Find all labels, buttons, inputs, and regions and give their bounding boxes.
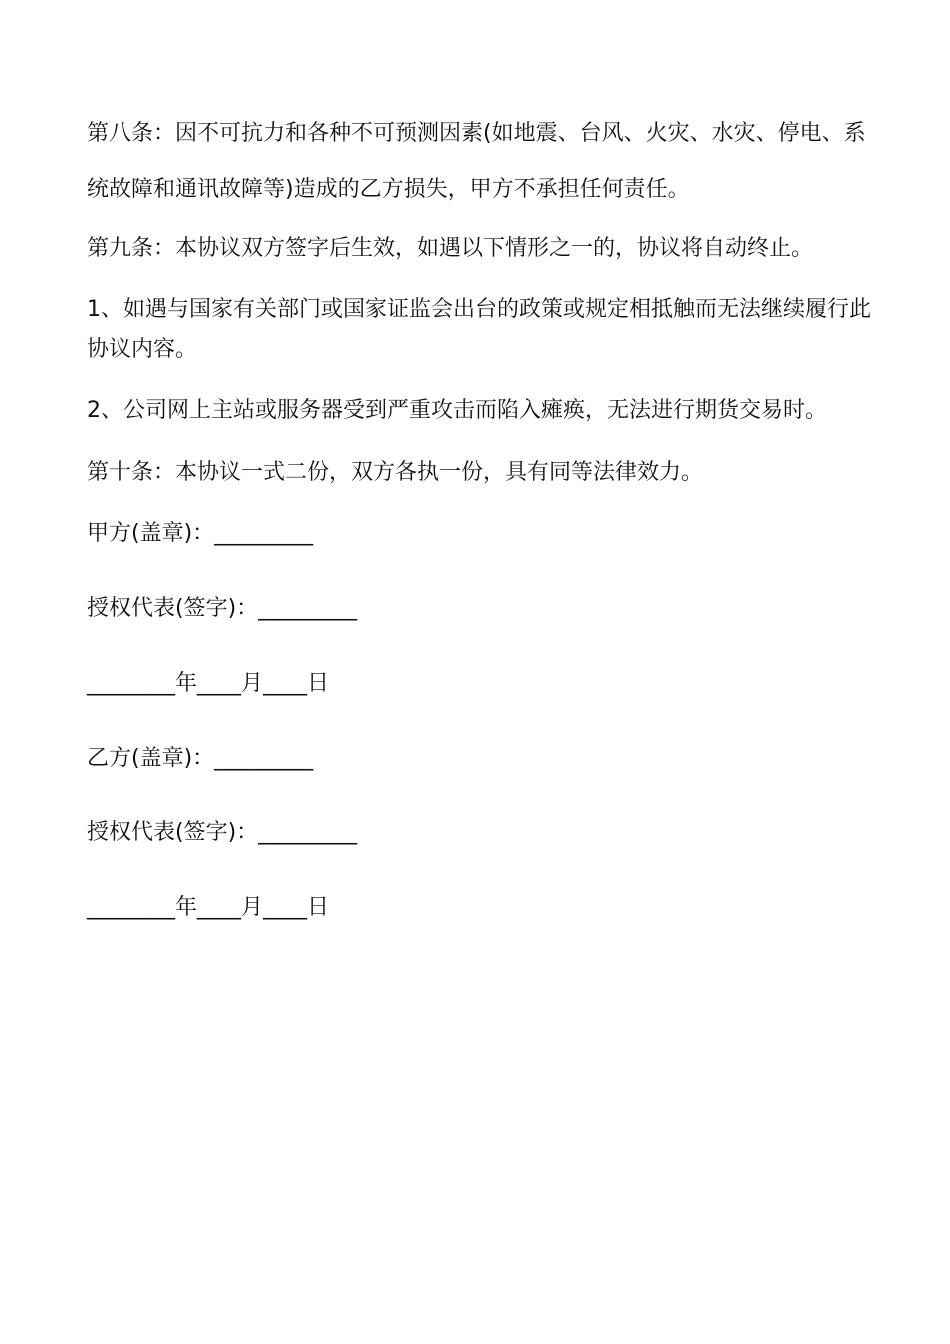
article-9-item-1: 1、如遇与国家有关部门或国家证监会出台的政策或规定相抵触而无法继续履行此协议内容。 — [87, 297, 871, 362]
party-a-date: ________年____月____日 — [87, 671, 330, 696]
party-b-representative: 授权代表(签字)：_________ — [87, 820, 358, 845]
article-10: 第十条：本协议一式二份，双方各执一份，具有同等法律效力。 — [87, 460, 704, 485]
party-b-date: ________年____月____日 — [87, 895, 330, 920]
article-8: 第八条：因不可抗力和各种不可预测因素(如地震、台风、火灾、水灾、停电、系统故障和通讯故障等)造成的乙方损失，甲方不承担任何责任。 — [87, 121, 866, 202]
article-9: 第九条：本协议双方签字后生效，如遇以下情形之一的，协议将自动终止。 — [87, 236, 814, 261]
article-9-item-2: 2、公司网上主站或服务器受到严重攻击而陷入瘫痪，无法进行期货交易时。 — [87, 398, 827, 423]
party-a-seal: 甲方(盖章)：_________ — [87, 521, 314, 546]
party-a-representative: 授权代表(签字)：_________ — [87, 596, 358, 621]
party-b-seal: 乙方(盖章)：_________ — [87, 746, 314, 771]
